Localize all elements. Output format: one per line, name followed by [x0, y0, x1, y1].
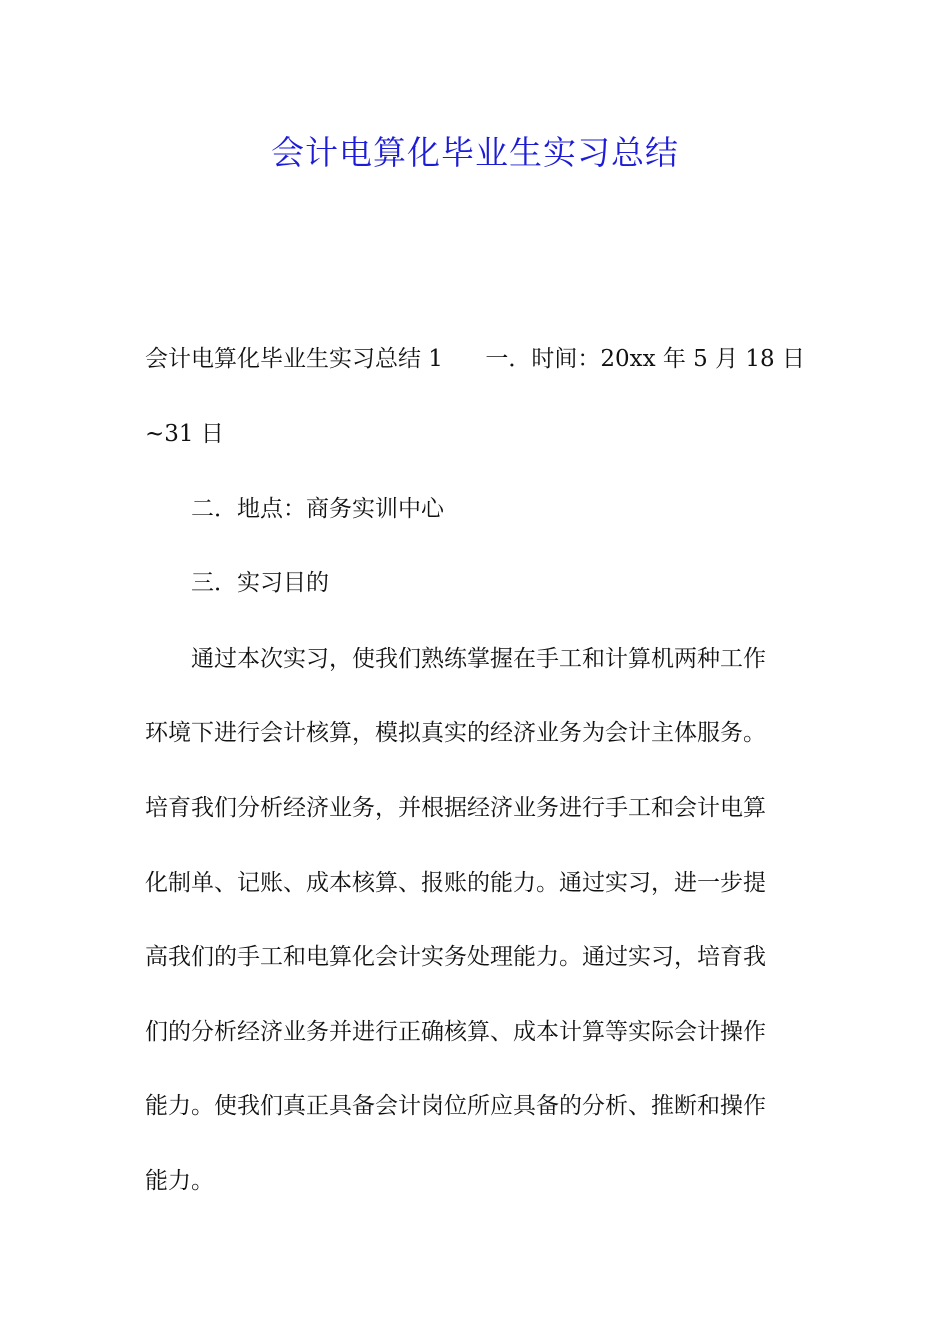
paragraph-line: 环境下进行会计核算，模拟真实的经济业务为会计主体服务。: [145, 720, 766, 746]
intro-heading: 会计电算化毕业生实习总结 1: [145, 346, 443, 372]
paragraph-line: 化制单、记账、成本核算、报账的能力。通过实习，进一步提: [145, 870, 766, 896]
purpose-heading: 三．实习目的: [191, 570, 329, 596]
paragraph-line: 培育我们分析经济业务，并根据经济业务进行手工和会计电算: [145, 795, 766, 821]
time-continuation: ~31 日: [145, 421, 224, 447]
time-line: 一．时间：20xx 年 5 月 18 日: [485, 346, 805, 372]
paragraph-line: 能力。使我们真正具备会计岗位所应具备的分析、推断和操作: [145, 1093, 766, 1119]
paragraph-line: 们的分析经济业务并进行正确核算、成本计算等实际会计操作: [145, 1019, 766, 1045]
intro-line: [145, 340, 805, 378]
document-title: 会计电算化毕业生实习总结: [271, 133, 679, 172]
paragraph-line: 能力。: [145, 1168, 214, 1194]
location-line: 二．地点：商务实训中心: [191, 496, 444, 522]
paragraph-line: 高我们的手工和电算化会计实务处理能力。通过实习，培育我: [145, 944, 766, 970]
paragraph-line: 通过本次实习，使我们熟练掌握在手工和计算机两种工作: [191, 646, 766, 672]
